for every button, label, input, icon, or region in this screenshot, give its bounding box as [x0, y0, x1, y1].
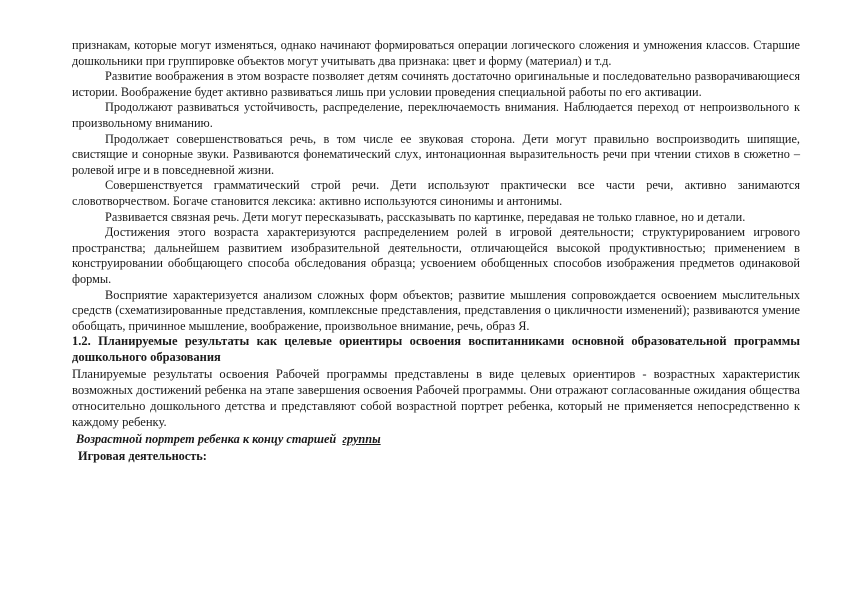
subheading-underlined-text: группы: [342, 431, 381, 446]
play-activity-label: Игровая деятельность:: [78, 448, 207, 463]
age-portrait-subheading: [76, 431, 800, 447]
section-heading: 1.2. Планируемые результаты как целевые ориентиры освоения воспитанниками основной образовательной программы дошкольного образования: [72, 334, 800, 365]
document-page: [72, 38, 800, 465]
paragraph-classification: признакам, которые могут изменяться, однако начинают формироваться операции логического сложения и умножения классов. Старшие дошкольники при группировке объектов могут учитывать два признака: цвет и форму (материал) и т.д.: [72, 38, 800, 68]
paragraph-grammar: Совершенствуется грамматический строй речи. Дети используют практически все части речи, активно занимаются словотворчеством. Богаче становится лексика: активно используются синонимы и антонимы.: [72, 178, 800, 208]
paragraph-imagination: Развитие воображения в этом возрасте позволяет детям сочинять достаточно оригинальные и последовательно разворачивающиеся истории. Воображение будет активно развиваться лишь при условии проведения специальной работы по его активации.: [72, 69, 800, 99]
subheading-main-text: Возрастной портрет ребенка к концу старшей: [76, 431, 337, 446]
section-intro: Планируемые результаты освоения Рабочей программы представлены в виде целевых ориентиров - возрастных характеристик возможных достижений ребенка на этапе завершения освоения Рабочей программы. Они отражают согласованные ожидания общества относительно дошкольного детства и представляют собой возрастной портрет ребенка, который не применяется непосредственно к каждому ребенку.: [72, 366, 800, 430]
paragraph-coherent-speech: Развивается связная речь. Дети могут пересказывать, рассказывать по картинке, передавая не только главное, но и детали.: [105, 209, 746, 224]
paragraph-attention: Продолжают развиваться устойчивость, распределение, переключаемость внимания. Наблюдается переход от непроизвольного к произвольному вниманию.: [72, 100, 800, 130]
paragraph-achievements: Достижения этого возраста характеризуются распределением ролей в игровой деятельности; структурированием игрового пространства; дальнейшем развитием изобразительной деятельности, отличающейся высокой продуктивностью; применением в конструировании обобщающего способа обследования образца; усвоением обобщенных способов изображения предметов одинаковой формы.: [72, 225, 800, 286]
paragraph-perception: Восприятие характеризуется анализом сложных форм объектов; развитие мышления сопровождается освоением мыслительных средств (схематизированные представления, комплексные представления, представления о цикличности изменений); развиваются умение обобщать, причинное мышление, воображение, произвольное внимание, речь, образ Я.: [72, 287, 800, 333]
paragraph-speech: Продолжает совершенствоваться речь, в том числе ее звуковая сторона. Дети могут правильно воспроизводить шипящие, свистящие и сонорные звуки. Развиваются фонематический слух, интонационная выразительность речи при чтении стихов в сюжетно – ролевой игре и в повседневной жизни.: [72, 131, 800, 177]
